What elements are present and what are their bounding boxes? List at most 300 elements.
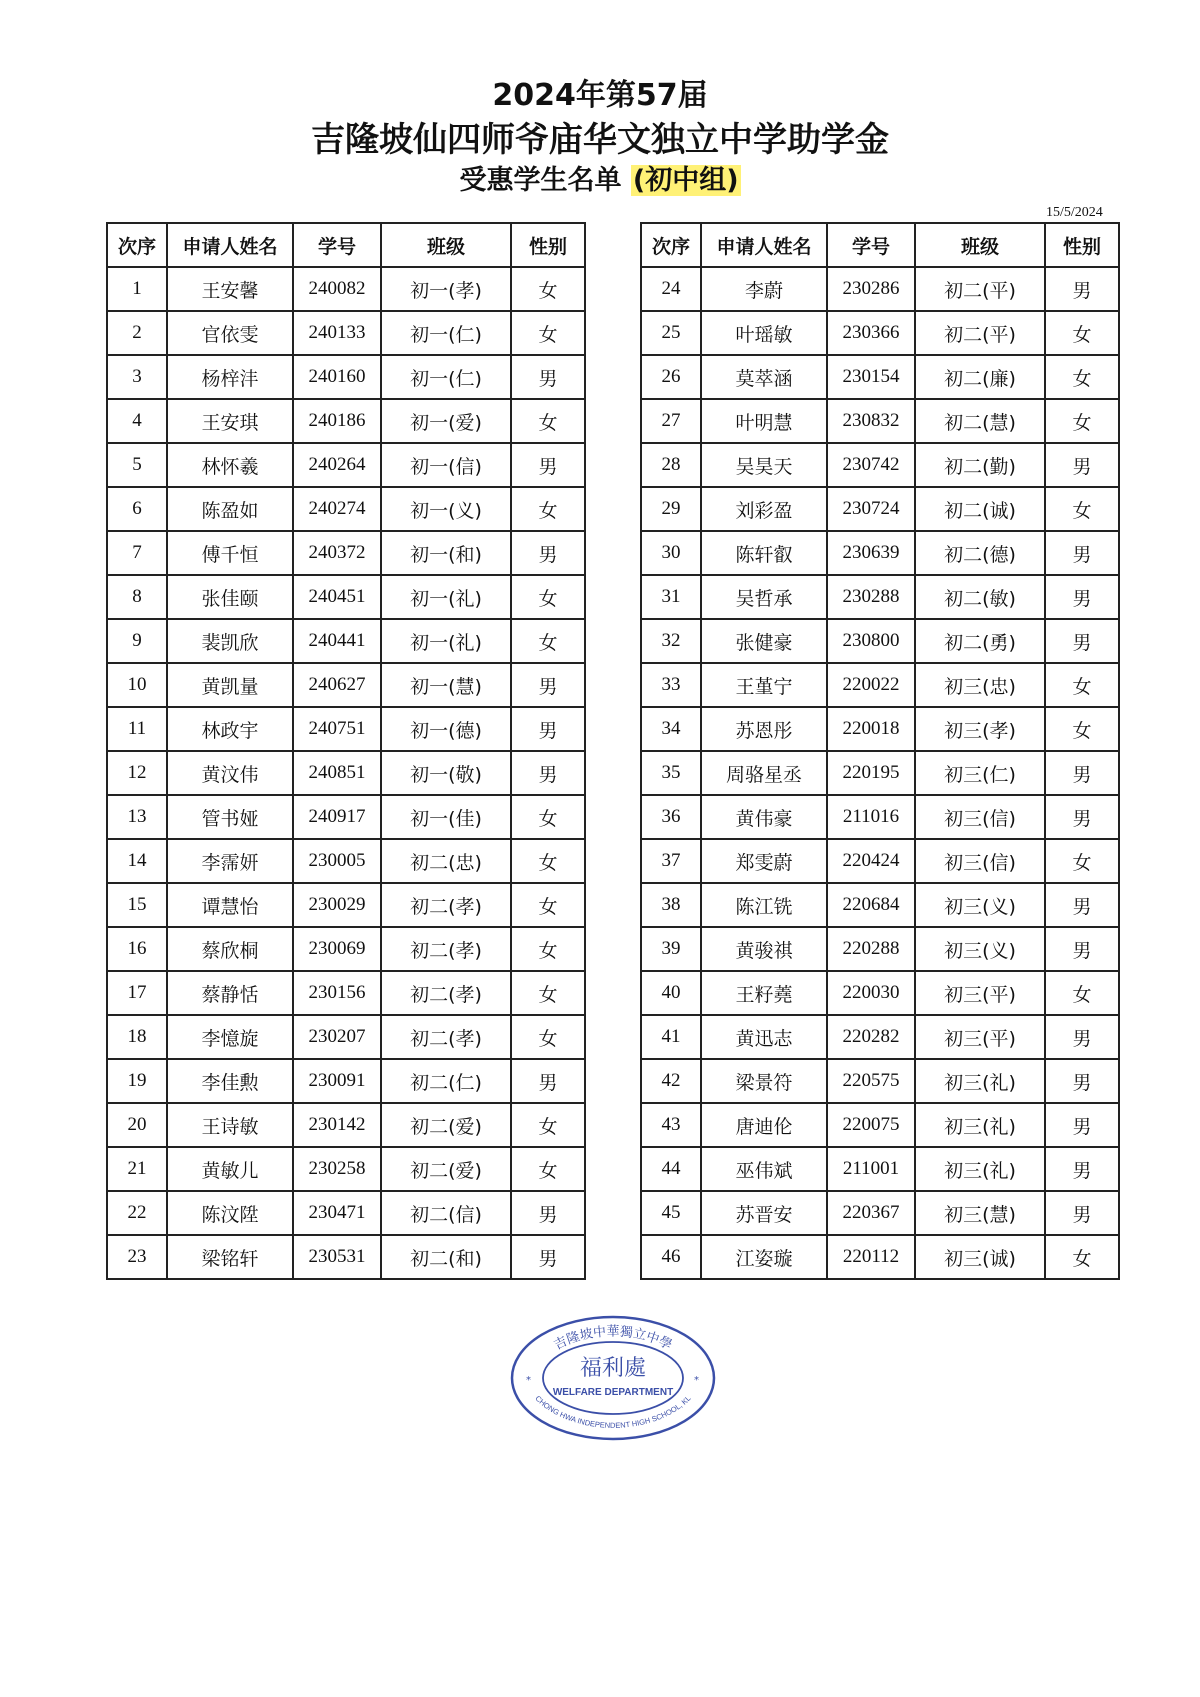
cell-no: 35 bbox=[641, 751, 701, 795]
cell-no: 43 bbox=[641, 1103, 701, 1147]
col-header-no: 次序 bbox=[641, 223, 701, 267]
cell-no: 13 bbox=[107, 795, 167, 839]
cell-no: 42 bbox=[641, 1059, 701, 1103]
cell-class: 初二(廉) bbox=[915, 355, 1045, 399]
col-header-id: 学号 bbox=[293, 223, 381, 267]
table-row bbox=[641, 1235, 1119, 1279]
cell-class: 初二(诚) bbox=[915, 487, 1045, 531]
cell-no: 5 bbox=[107, 443, 167, 487]
cell-no: 8 bbox=[107, 575, 167, 619]
cell-id: 230639 bbox=[827, 531, 915, 575]
cell-id: 220575 bbox=[827, 1059, 915, 1103]
cell-gender: 女 bbox=[511, 575, 585, 619]
cell-no: 4 bbox=[107, 399, 167, 443]
cell-class: 初三(平) bbox=[915, 971, 1045, 1015]
cell-name: 梁铭轩 bbox=[167, 1235, 293, 1279]
cell-class: 初二(爱) bbox=[381, 1147, 511, 1191]
table-row bbox=[107, 443, 585, 487]
col-header-class: 班级 bbox=[381, 223, 511, 267]
cell-no: 22 bbox=[107, 1191, 167, 1235]
cell-id: 230724 bbox=[827, 487, 915, 531]
cell-id: 240186 bbox=[293, 399, 381, 443]
cell-no: 34 bbox=[641, 707, 701, 751]
table-row bbox=[641, 443, 1119, 487]
year-title: 2024年第57届 bbox=[492, 78, 708, 113]
cell-id: 211016 bbox=[827, 795, 915, 839]
cell-no: 32 bbox=[641, 619, 701, 663]
cell-id: 240372 bbox=[293, 531, 381, 575]
cell-class: 初三(忠) bbox=[915, 663, 1045, 707]
cell-no: 27 bbox=[641, 399, 701, 443]
table-row bbox=[641, 927, 1119, 971]
cell-class: 初二(勇) bbox=[915, 619, 1045, 663]
cell-class: 初三(礼) bbox=[915, 1147, 1045, 1191]
cell-class: 初三(平) bbox=[915, 1015, 1045, 1059]
cell-id: 240133 bbox=[293, 311, 381, 355]
cell-gender: 女 bbox=[1045, 971, 1119, 1015]
stamp-center-text: 福利處 bbox=[579, 1356, 647, 1381]
cell-class: 初二(敏) bbox=[915, 575, 1045, 619]
table-row bbox=[107, 399, 585, 443]
cell-gender: 女 bbox=[1045, 1235, 1119, 1279]
cell-no: 33 bbox=[641, 663, 701, 707]
cell-gender: 女 bbox=[1045, 839, 1119, 883]
cell-name: 林政宇 bbox=[167, 707, 293, 751]
cell-gender: 男 bbox=[511, 531, 585, 575]
cell-id: 230286 bbox=[827, 267, 915, 311]
col-header-name: 申请人姓名 bbox=[167, 223, 293, 267]
cell-name: 谭慧怡 bbox=[167, 883, 293, 927]
cell-name: 黄凯量 bbox=[167, 663, 293, 707]
table-header-row bbox=[641, 223, 1119, 267]
stamp-english-label: WELFARE DEPARTMENT bbox=[552, 1387, 674, 1398]
table-row bbox=[641, 1103, 1119, 1147]
cell-class: 初二(和) bbox=[381, 1235, 511, 1279]
cell-class: 初二(仁) bbox=[381, 1059, 511, 1103]
cell-gender: 男 bbox=[1045, 531, 1119, 575]
cell-name: 黄敏儿 bbox=[167, 1147, 293, 1191]
cell-no: 7 bbox=[107, 531, 167, 575]
table-row bbox=[107, 355, 585, 399]
cell-gender: 女 bbox=[1045, 663, 1119, 707]
table-row bbox=[641, 795, 1119, 839]
cell-no: 28 bbox=[641, 443, 701, 487]
cell-name: 陈江铣 bbox=[701, 883, 827, 927]
cell-id: 230531 bbox=[293, 1235, 381, 1279]
cell-id: 230207 bbox=[293, 1015, 381, 1059]
cell-name: 杨梓沣 bbox=[167, 355, 293, 399]
cell-no: 17 bbox=[107, 971, 167, 1015]
cell-no: 21 bbox=[107, 1147, 167, 1191]
table-row bbox=[107, 751, 585, 795]
cell-id: 240627 bbox=[293, 663, 381, 707]
cell-no: 30 bbox=[641, 531, 701, 575]
cell-id: 230091 bbox=[293, 1059, 381, 1103]
cell-name: 黄迅志 bbox=[701, 1015, 827, 1059]
cell-id: 220684 bbox=[827, 883, 915, 927]
table-row bbox=[641, 663, 1119, 707]
table-row bbox=[107, 663, 585, 707]
stamp-bottom-text: CHONG HWA INDEPENDENT HIGH SCHOOL, KL bbox=[533, 1393, 693, 1430]
cell-gender: 女 bbox=[511, 619, 585, 663]
cell-name: 苏恩彤 bbox=[701, 707, 827, 751]
cell-name: 陈盈如 bbox=[167, 487, 293, 531]
cell-no: 15 bbox=[107, 883, 167, 927]
cell-gender: 男 bbox=[1045, 1103, 1119, 1147]
cell-gender: 女 bbox=[511, 399, 585, 443]
table-row bbox=[641, 531, 1119, 575]
cell-class: 初三(义) bbox=[915, 883, 1045, 927]
cell-class: 初三(礼) bbox=[915, 1103, 1045, 1147]
cell-gender: 女 bbox=[1045, 707, 1119, 751]
table-row bbox=[107, 1235, 585, 1279]
cell-no: 31 bbox=[641, 575, 701, 619]
table-row bbox=[641, 883, 1119, 927]
cell-class: 初一(义) bbox=[381, 487, 511, 531]
cell-no: 44 bbox=[641, 1147, 701, 1191]
cell-id: 230742 bbox=[827, 443, 915, 487]
cell-name: 吴哲承 bbox=[701, 575, 827, 619]
table-row bbox=[641, 1015, 1119, 1059]
cell-id: 220367 bbox=[827, 1191, 915, 1235]
cell-gender: 男 bbox=[1045, 927, 1119, 971]
cell-gender: 女 bbox=[511, 795, 585, 839]
cell-class: 初二(德) bbox=[915, 531, 1045, 575]
cell-no: 24 bbox=[641, 267, 701, 311]
cell-id: 230005 bbox=[293, 839, 381, 883]
cell-no: 29 bbox=[641, 487, 701, 531]
cell-no: 45 bbox=[641, 1191, 701, 1235]
cell-id: 220112 bbox=[827, 1235, 915, 1279]
cell-no: 46 bbox=[641, 1235, 701, 1279]
cell-no: 39 bbox=[641, 927, 701, 971]
cell-gender: 女 bbox=[511, 1103, 585, 1147]
table-row bbox=[641, 751, 1119, 795]
cell-name: 苏晋安 bbox=[701, 1191, 827, 1235]
cell-id: 230288 bbox=[827, 575, 915, 619]
col-header-id: 学号 bbox=[827, 223, 915, 267]
cell-name: 李蔚 bbox=[701, 267, 827, 311]
cell-id: 230154 bbox=[827, 355, 915, 399]
cell-id: 230258 bbox=[293, 1147, 381, 1191]
cell-class: 初二(孝) bbox=[381, 927, 511, 971]
col-header-class: 班级 bbox=[915, 223, 1045, 267]
cell-name: 李佳勲 bbox=[167, 1059, 293, 1103]
table-row bbox=[107, 1015, 585, 1059]
cell-gender: 男 bbox=[511, 1235, 585, 1279]
table-row bbox=[107, 619, 585, 663]
cell-id: 240851 bbox=[293, 751, 381, 795]
cell-name: 叶明慧 bbox=[701, 399, 827, 443]
cell-no: 11 bbox=[107, 707, 167, 751]
cell-gender: 女 bbox=[1045, 487, 1119, 531]
cell-no: 37 bbox=[641, 839, 701, 883]
cell-class: 初三(孝) bbox=[915, 707, 1045, 751]
cell-name: 叶瑶敏 bbox=[701, 311, 827, 355]
cell-id: 230800 bbox=[827, 619, 915, 663]
cell-name: 裴凯欣 bbox=[167, 619, 293, 663]
cell-no: 23 bbox=[107, 1235, 167, 1279]
cell-id: 220288 bbox=[827, 927, 915, 971]
cell-id: 240451 bbox=[293, 575, 381, 619]
cell-id: 220075 bbox=[827, 1103, 915, 1147]
cell-no: 36 bbox=[641, 795, 701, 839]
cell-name: 刘彩盈 bbox=[701, 487, 827, 531]
welfare-department-stamp bbox=[508, 1313, 718, 1443]
cell-gender: 男 bbox=[511, 443, 585, 487]
recipient-table-left bbox=[106, 222, 586, 1280]
cell-id: 230471 bbox=[293, 1191, 381, 1235]
cell-name: 王诗敏 bbox=[167, 1103, 293, 1147]
cell-gender: 男 bbox=[511, 707, 585, 751]
cell-name: 王安琪 bbox=[167, 399, 293, 443]
cell-gender: 男 bbox=[1045, 1191, 1119, 1235]
scholarship-title: 吉隆坡仙四师爷庙华文独立中学助学金 bbox=[311, 120, 889, 160]
cell-gender: 女 bbox=[511, 1015, 585, 1059]
table-row bbox=[107, 795, 585, 839]
cell-class: 初二(孝) bbox=[381, 1015, 511, 1059]
cell-id: 230069 bbox=[293, 927, 381, 971]
table-row bbox=[107, 1103, 585, 1147]
cell-class: 初二(慧) bbox=[915, 399, 1045, 443]
table-row bbox=[107, 1059, 585, 1103]
col-header-name: 申请人姓名 bbox=[701, 223, 827, 267]
table-row bbox=[641, 1191, 1119, 1235]
table-row bbox=[641, 399, 1119, 443]
cell-id: 230029 bbox=[293, 883, 381, 927]
cell-class: 初三(礼) bbox=[915, 1059, 1045, 1103]
recipient-table-right bbox=[640, 222, 1120, 1280]
cell-id: 230832 bbox=[827, 399, 915, 443]
cell-no: 38 bbox=[641, 883, 701, 927]
cell-name: 黄伟豪 bbox=[701, 795, 827, 839]
cell-gender: 男 bbox=[511, 663, 585, 707]
cell-class: 初一(孝) bbox=[381, 267, 511, 311]
cell-class: 初二(信) bbox=[381, 1191, 511, 1235]
cell-id: 220030 bbox=[827, 971, 915, 1015]
cell-no: 40 bbox=[641, 971, 701, 1015]
cell-gender: 女 bbox=[1045, 399, 1119, 443]
cell-id: 230156 bbox=[293, 971, 381, 1015]
cell-name: 梁景符 bbox=[701, 1059, 827, 1103]
cell-class: 初一(佳) bbox=[381, 795, 511, 839]
cell-id: 220022 bbox=[827, 663, 915, 707]
cell-name: 王安馨 bbox=[167, 267, 293, 311]
cell-gender: 男 bbox=[1045, 619, 1119, 663]
cell-id: 240264 bbox=[293, 443, 381, 487]
table-row bbox=[641, 1147, 1119, 1191]
cell-no: 20 bbox=[107, 1103, 167, 1147]
cell-class: 初二(平) bbox=[915, 267, 1045, 311]
cell-class: 初二(勤) bbox=[915, 443, 1045, 487]
cell-id: 220195 bbox=[827, 751, 915, 795]
table-header-row bbox=[107, 223, 585, 267]
table-row bbox=[107, 971, 585, 1015]
cell-no: 26 bbox=[641, 355, 701, 399]
table-row bbox=[107, 839, 585, 883]
table-row bbox=[107, 927, 585, 971]
table-row bbox=[641, 839, 1119, 883]
table-row bbox=[107, 707, 585, 751]
table-row bbox=[641, 311, 1119, 355]
cell-class: 初三(仁) bbox=[915, 751, 1045, 795]
cell-name: 张健豪 bbox=[701, 619, 827, 663]
table-row bbox=[107, 311, 585, 355]
cell-name: 黄骏祺 bbox=[701, 927, 827, 971]
list-subtitle bbox=[0, 158, 1200, 197]
cell-id: 230366 bbox=[827, 311, 915, 355]
cell-gender: 男 bbox=[511, 355, 585, 399]
cell-gender: 女 bbox=[1045, 311, 1119, 355]
table-row bbox=[641, 1059, 1119, 1103]
subtitle-main: 受惠学生名单 bbox=[459, 165, 631, 196]
cell-gender: 男 bbox=[511, 1191, 585, 1235]
cell-gender: 女 bbox=[511, 311, 585, 355]
table-row bbox=[641, 971, 1119, 1015]
cell-no: 1 bbox=[107, 267, 167, 311]
cell-class: 初一(和) bbox=[381, 531, 511, 575]
table-row bbox=[641, 707, 1119, 751]
cell-name: 巫伟斌 bbox=[701, 1147, 827, 1191]
table-row bbox=[107, 883, 585, 927]
table-row bbox=[107, 1147, 585, 1191]
cell-no: 41 bbox=[641, 1015, 701, 1059]
cell-name: 蔡静恬 bbox=[167, 971, 293, 1015]
cell-class: 初一(仁) bbox=[381, 355, 511, 399]
cell-id: 230142 bbox=[293, 1103, 381, 1147]
cell-class: 初一(礼) bbox=[381, 619, 511, 663]
cell-id: 240751 bbox=[293, 707, 381, 751]
cell-gender: 男 bbox=[1045, 443, 1119, 487]
cell-name: 王籽蕘 bbox=[701, 971, 827, 1015]
cell-no: 10 bbox=[107, 663, 167, 707]
cell-class: 初二(忠) bbox=[381, 839, 511, 883]
cell-class: 初二(孝) bbox=[381, 971, 511, 1015]
cell-no: 14 bbox=[107, 839, 167, 883]
col-header-gender: 性别 bbox=[1045, 223, 1119, 267]
table-row bbox=[641, 355, 1119, 399]
cell-class: 初一(德) bbox=[381, 707, 511, 751]
cell-no: 19 bbox=[107, 1059, 167, 1103]
cell-name: 管书娅 bbox=[167, 795, 293, 839]
cell-class: 初三(慧) bbox=[915, 1191, 1045, 1235]
document-date: 15/5/2024 bbox=[1046, 205, 1103, 220]
cell-name: 蔡欣桐 bbox=[167, 927, 293, 971]
cell-gender: 女 bbox=[511, 883, 585, 927]
cell-gender: 男 bbox=[1045, 1147, 1119, 1191]
cell-class: 初三(信) bbox=[915, 839, 1045, 883]
cell-id: 220018 bbox=[827, 707, 915, 751]
cell-id: 240917 bbox=[293, 795, 381, 839]
subtitle-group-highlight: (初中组) bbox=[632, 165, 739, 196]
cell-class: 初一(仁) bbox=[381, 311, 511, 355]
col-header-gender: 性别 bbox=[511, 223, 585, 267]
cell-class: 初一(信) bbox=[381, 443, 511, 487]
cell-id: 211001 bbox=[827, 1147, 915, 1191]
table-row bbox=[107, 575, 585, 619]
cell-name: 李憶旋 bbox=[167, 1015, 293, 1059]
cell-name: 李霈妍 bbox=[167, 839, 293, 883]
cell-class: 初三(诚) bbox=[915, 1235, 1045, 1279]
cell-name: 官依雯 bbox=[167, 311, 293, 355]
cell-class: 初三(义) bbox=[915, 927, 1045, 971]
cell-id: 240082 bbox=[293, 267, 381, 311]
cell-name: 周骆星丞 bbox=[701, 751, 827, 795]
cell-name: 张佳颐 bbox=[167, 575, 293, 619]
cell-no: 12 bbox=[107, 751, 167, 795]
table-row bbox=[107, 531, 585, 575]
cell-name: 陈汶陞 bbox=[167, 1191, 293, 1235]
cell-no: 25 bbox=[641, 311, 701, 355]
table-row bbox=[641, 619, 1119, 663]
cell-name: 林怀羲 bbox=[167, 443, 293, 487]
cell-name: 唐迪伦 bbox=[701, 1103, 827, 1147]
cell-gender: 男 bbox=[1045, 751, 1119, 795]
stamp-star-left: * bbox=[526, 1375, 531, 1386]
table-row bbox=[641, 267, 1119, 311]
cell-name: 傅千恒 bbox=[167, 531, 293, 575]
cell-gender: 男 bbox=[511, 1059, 585, 1103]
table-row bbox=[107, 267, 585, 311]
cell-class: 初二(爱) bbox=[381, 1103, 511, 1147]
cell-gender: 男 bbox=[1045, 1059, 1119, 1103]
cell-gender: 女 bbox=[511, 267, 585, 311]
cell-id: 220282 bbox=[827, 1015, 915, 1059]
cell-no: 3 bbox=[107, 355, 167, 399]
cell-name: 江姿璇 bbox=[701, 1235, 827, 1279]
cell-gender: 女 bbox=[511, 487, 585, 531]
cell-class: 初一(慧) bbox=[381, 663, 511, 707]
cell-class: 初一(爱) bbox=[381, 399, 511, 443]
cell-gender: 女 bbox=[1045, 355, 1119, 399]
cell-name: 吴昊天 bbox=[701, 443, 827, 487]
table-row bbox=[107, 1191, 585, 1235]
cell-name: 莫萃涵 bbox=[701, 355, 827, 399]
cell-no: 18 bbox=[107, 1015, 167, 1059]
cell-class: 初二(孝) bbox=[381, 883, 511, 927]
cell-no: 2 bbox=[107, 311, 167, 355]
stamp-top-text: 吉隆坡中華獨立中學 bbox=[551, 1324, 675, 1354]
cell-gender: 女 bbox=[511, 839, 585, 883]
stamp-star-right: * bbox=[694, 1375, 699, 1386]
table-row bbox=[641, 575, 1119, 619]
cell-no: 16 bbox=[107, 927, 167, 971]
cell-name: 黄汶伟 bbox=[167, 751, 293, 795]
cell-class: 初一(礼) bbox=[381, 575, 511, 619]
cell-id: 240160 bbox=[293, 355, 381, 399]
cell-name: 王堇宁 bbox=[701, 663, 827, 707]
cell-gender: 男 bbox=[1045, 795, 1119, 839]
cell-gender: 男 bbox=[1045, 575, 1119, 619]
cell-class: 初三(信) bbox=[915, 795, 1045, 839]
cell-id: 240274 bbox=[293, 487, 381, 531]
table-row bbox=[641, 487, 1119, 531]
cell-id: 240441 bbox=[293, 619, 381, 663]
cell-name: 郑雯蔚 bbox=[701, 839, 827, 883]
cell-gender: 女 bbox=[511, 971, 585, 1015]
cell-gender: 女 bbox=[511, 927, 585, 971]
cell-gender: 男 bbox=[1045, 267, 1119, 311]
cell-class: 初二(平) bbox=[915, 311, 1045, 355]
cell-no: 6 bbox=[107, 487, 167, 531]
cell-gender: 男 bbox=[1045, 883, 1119, 927]
col-header-no: 次序 bbox=[107, 223, 167, 267]
table-row bbox=[107, 487, 585, 531]
cell-gender: 女 bbox=[511, 1147, 585, 1191]
cell-id: 220424 bbox=[827, 839, 915, 883]
cell-no: 9 bbox=[107, 619, 167, 663]
cell-gender: 男 bbox=[1045, 1015, 1119, 1059]
